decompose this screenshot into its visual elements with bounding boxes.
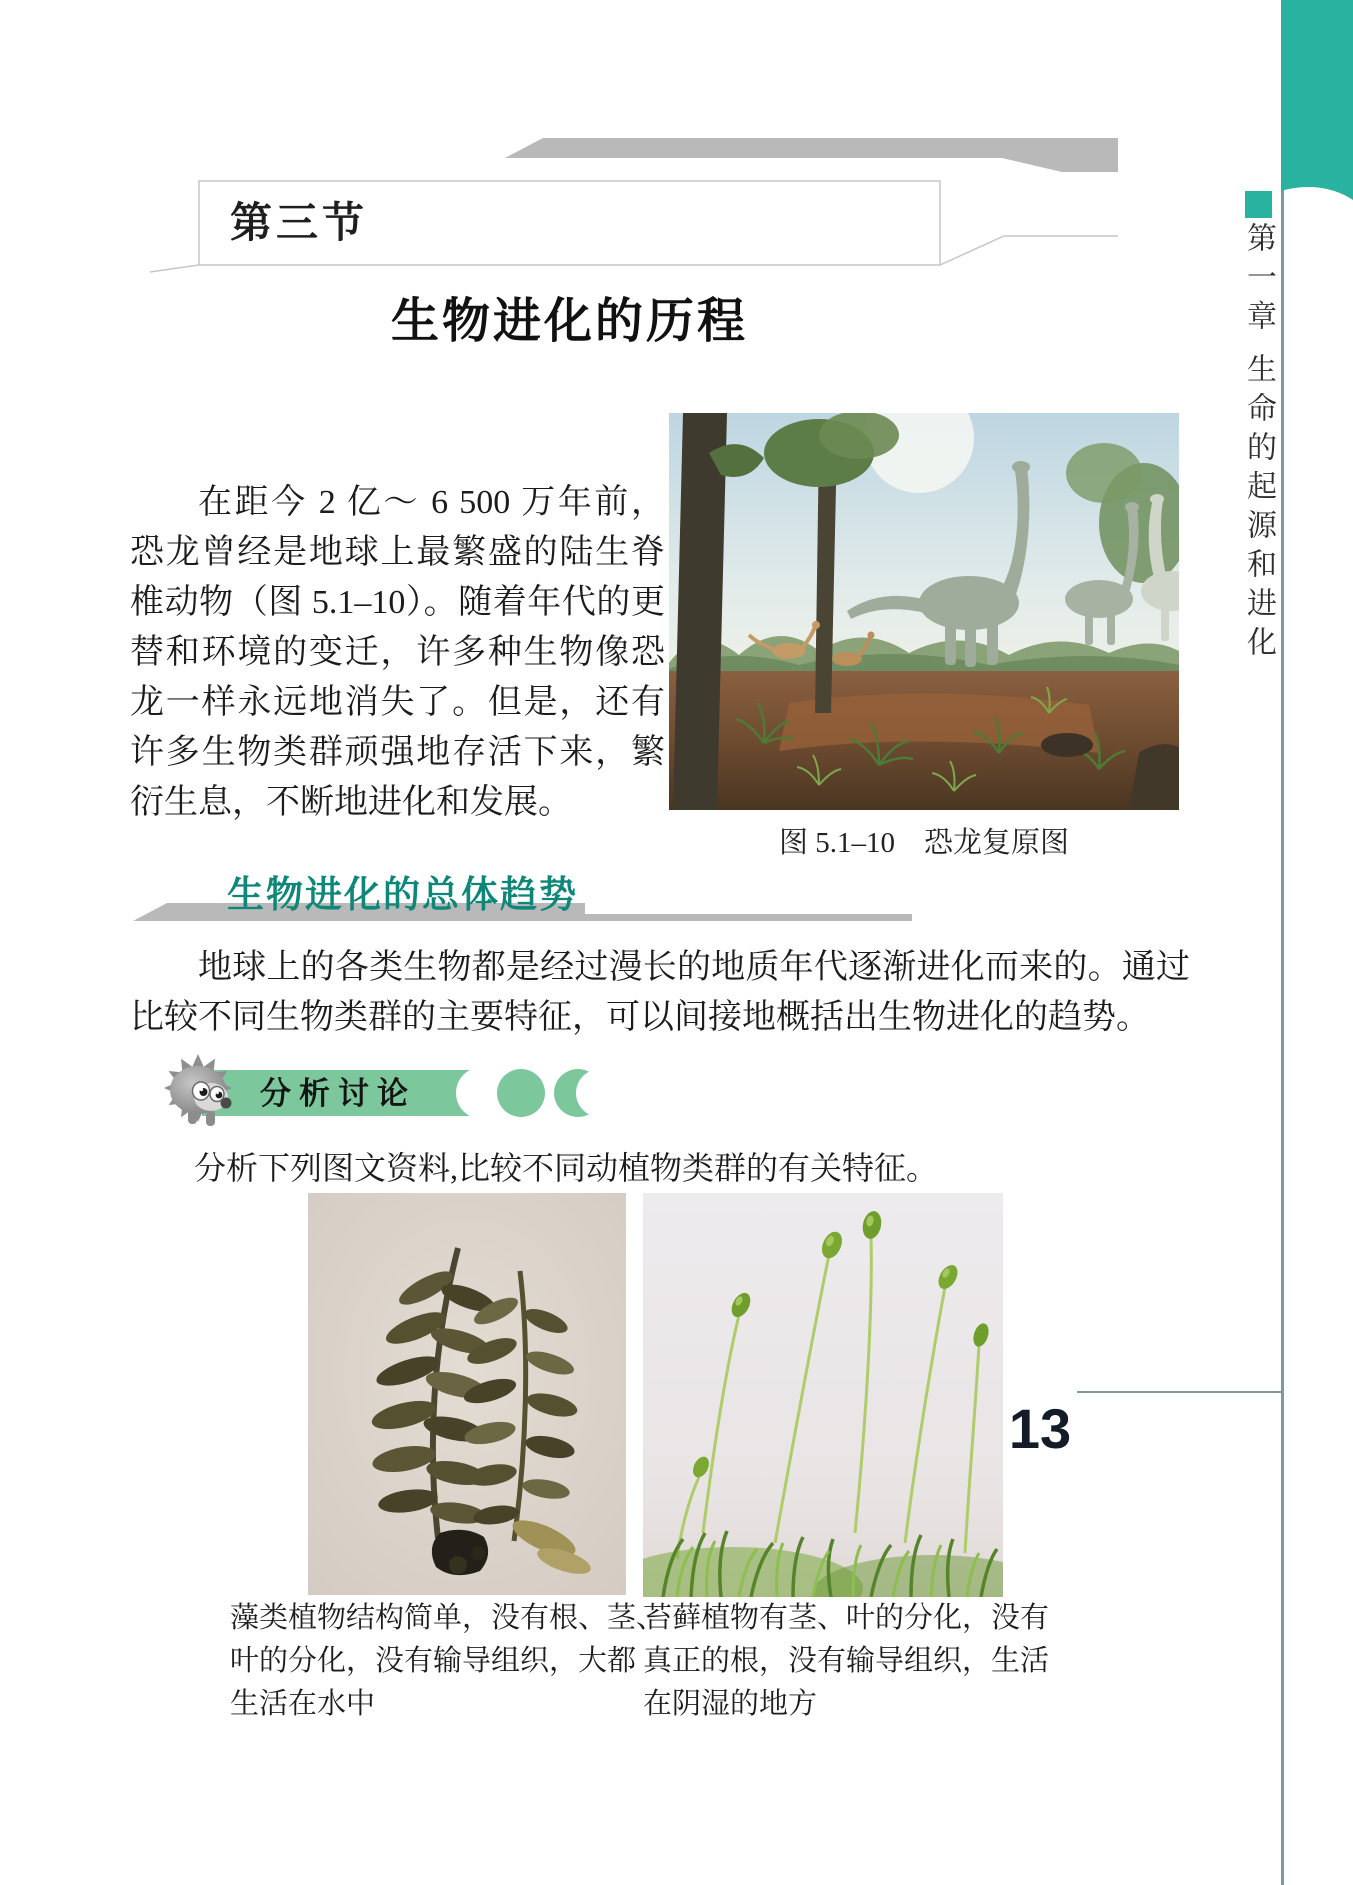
activity-badge-label: 分析讨论	[260, 1076, 416, 1111]
section-heading: 生物进化的总体趋势	[227, 874, 578, 915]
banner-crescent	[576, 1069, 624, 1117]
sidebar-vertical-rule	[1281, 0, 1284, 1885]
caption-line: 在阴湿的地方	[643, 1688, 818, 1720]
figure-caption: 图 5.1–10 恐龙复原图	[778, 827, 1069, 859]
section-label: 第三节	[230, 199, 369, 246]
page-title: 生物进化的历程	[390, 295, 748, 348]
algae-caption	[230, 1597, 690, 1726]
banner-dot	[497, 1069, 545, 1117]
caption-line: 藻类植物结构简单，没有根、茎、	[230, 1602, 666, 1634]
caption-line: 生活在水中	[230, 1688, 376, 1720]
chapter-marker-square	[1245, 191, 1272, 218]
caption-line: 叶的分化，没有输导组织，大都	[230, 1645, 637, 1677]
gray-band	[505, 138, 1118, 172]
activity-banner	[130, 1048, 630, 1132]
page-number-rule	[1077, 1391, 1282, 1393]
caption-line: 苔藓植物有茎、叶的分化，没有	[643, 1602, 1050, 1634]
chapter-title: 生命的起源和进化	[1242, 353, 1275, 665]
intro-paragraph: 在距今 2 亿～ 6 500 万年前，恐龙曾经是地球上最繁盛的陆生脊椎动物（图 5.1–10）。随着年代的更替和环境的变迁，许多种生物像恐龙一样永远地消失了。但是，还有许多生物类群顽强地存活下来，繁衍生息，不断地进化和发展。	[130, 484, 665, 821]
header-ribbon-decoration	[0, 0, 1353, 310]
chapter-number: 第一章	[1242, 222, 1275, 339]
dinosaur-figure-image	[669, 413, 1179, 810]
caption-line: 真正的根，没有输导组织，生活	[643, 1645, 1050, 1677]
body-paragraph: 地球上的各类生物都是经过漫长的地质年代逐渐进化而来的。通过比较不同生物类群的主要特征，可以间接地概括出生物进化的趋势。	[130, 949, 1190, 1036]
activity-instruction: 分析下列图文资料,比较不同动植物类群的有关特征。	[194, 1150, 939, 1186]
moss-photo	[643, 1193, 1003, 1597]
chapter-teal-block	[1281, 0, 1353, 210]
moss-caption	[643, 1597, 1103, 1726]
chapter-vertical-label	[1236, 222, 1280, 665]
algae-photo	[308, 1193, 626, 1595]
page-number: 13	[1008, 1397, 1072, 1460]
